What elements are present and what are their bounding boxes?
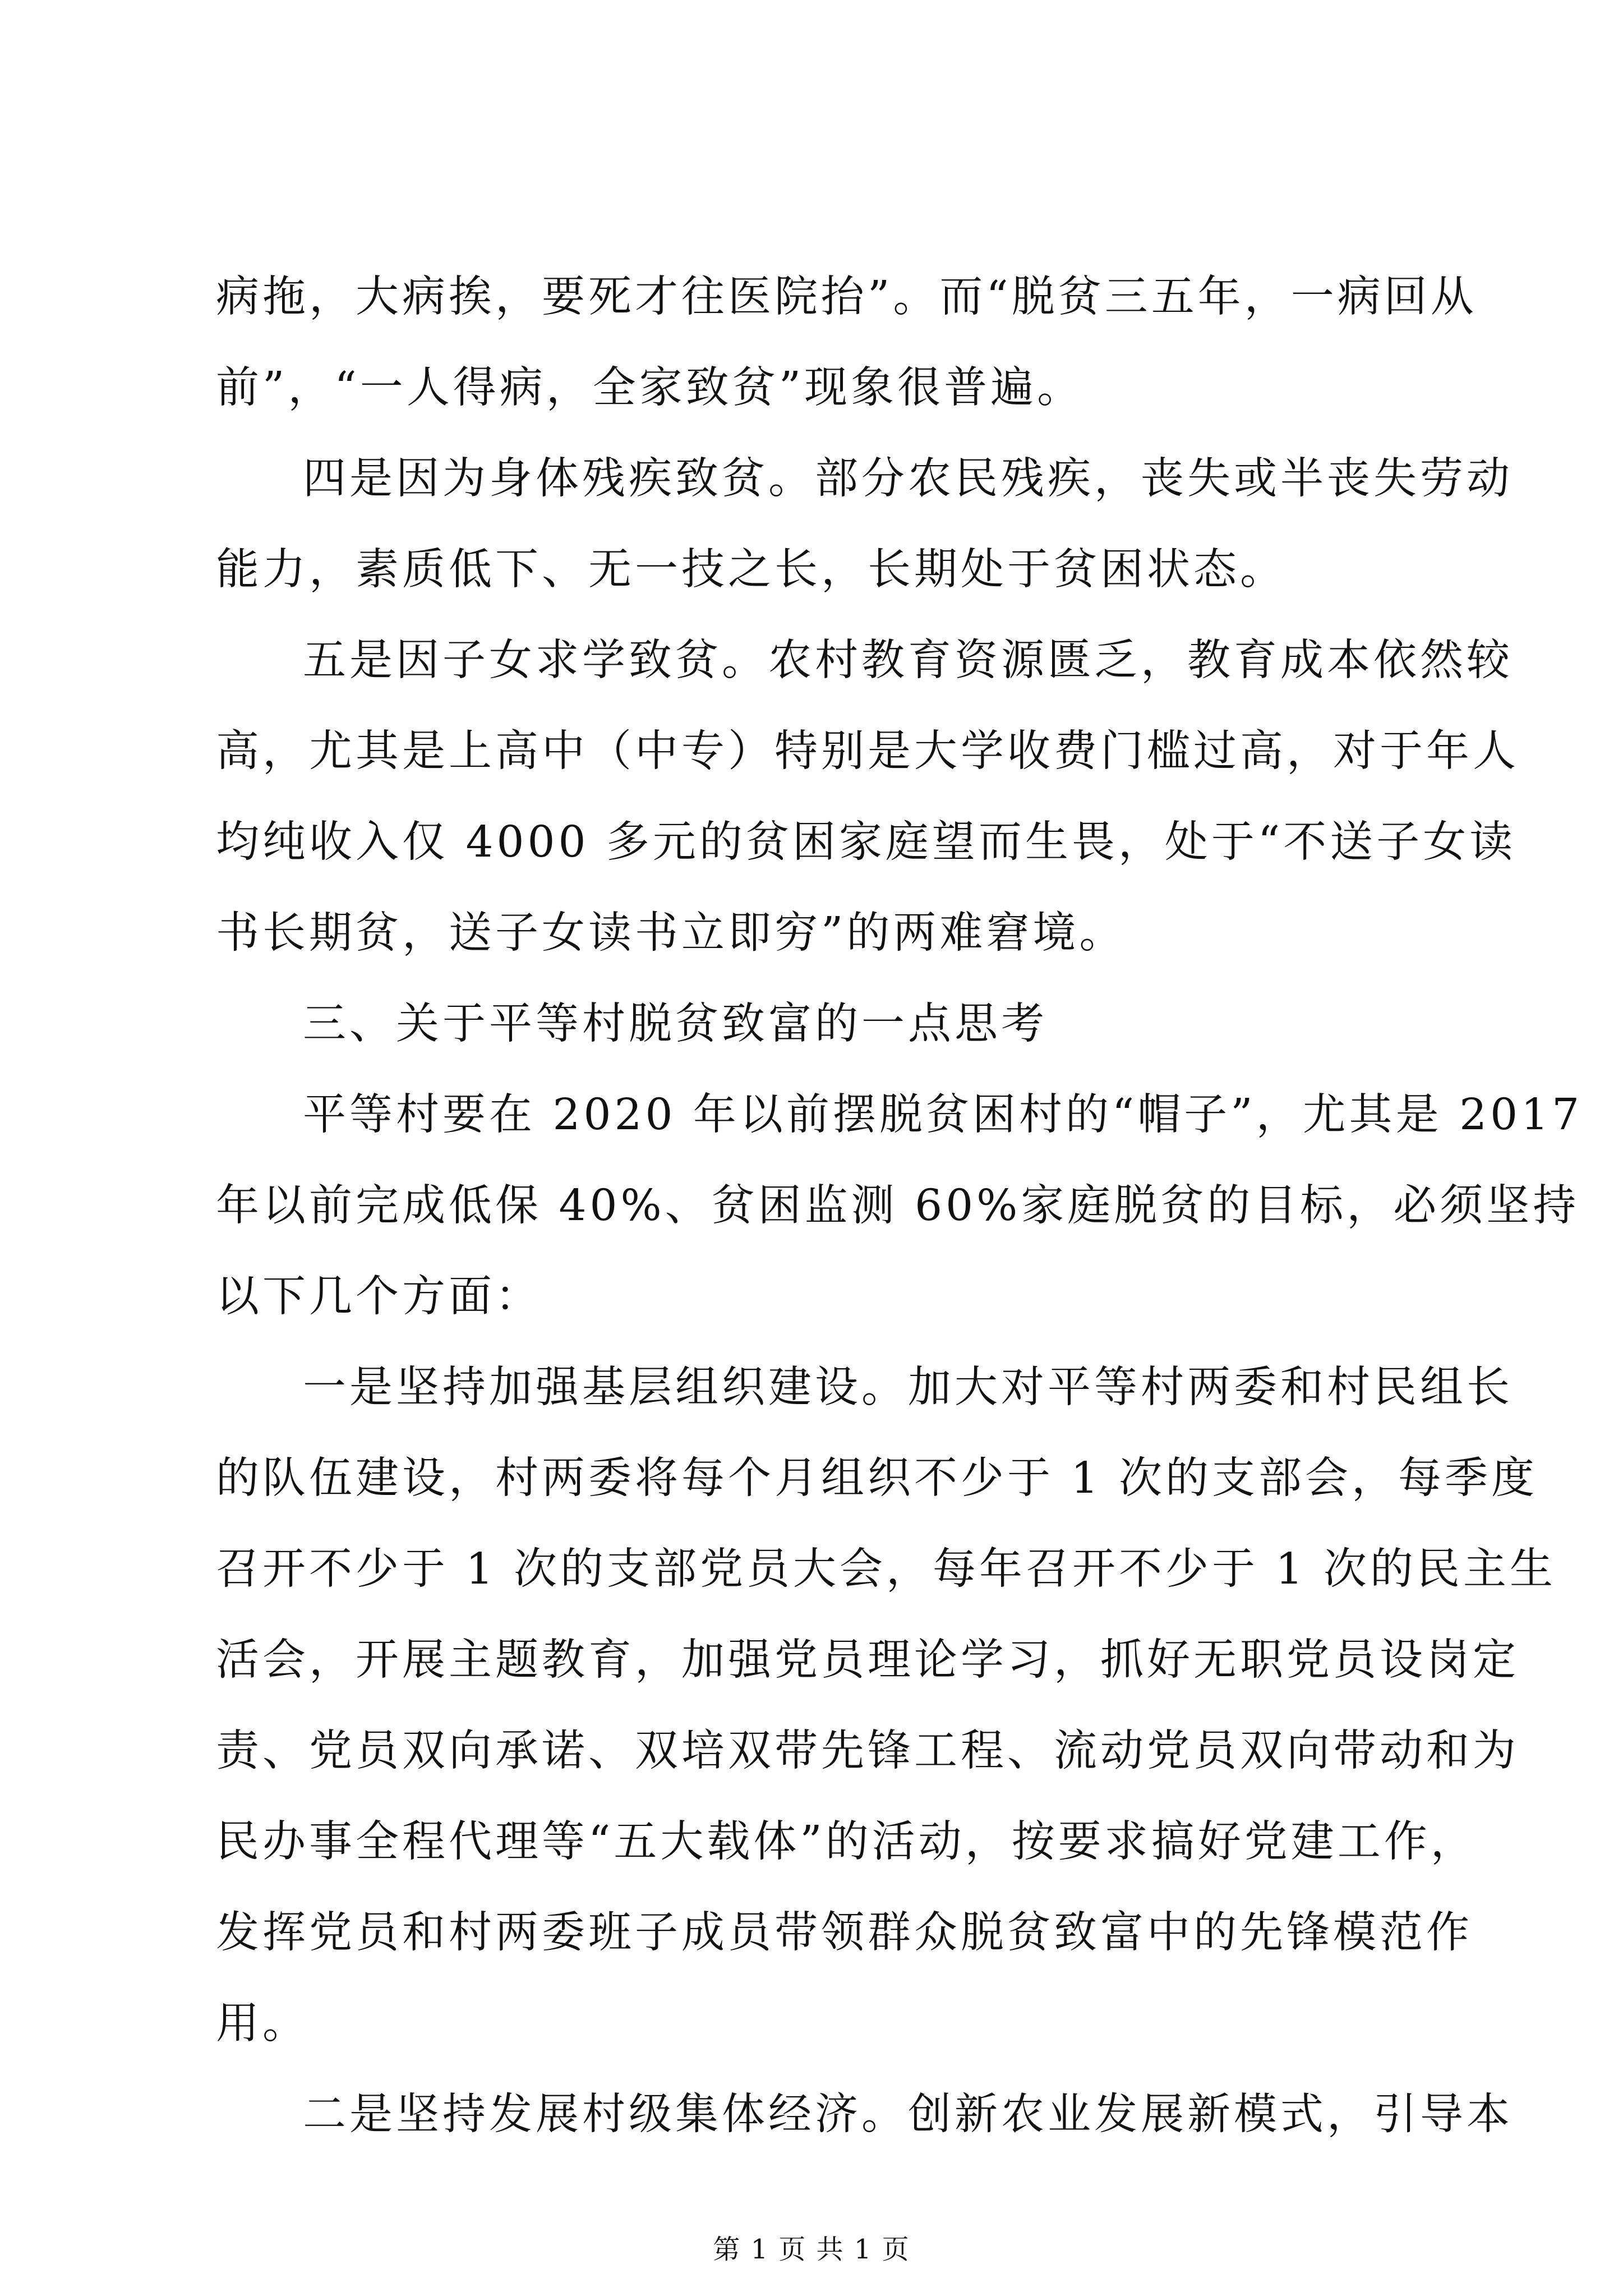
page-footer: 第 1 页 共 1 页	[713, 2234, 910, 2265]
paragraph-start-line: 二是坚持发展村级集体经济。创新农业发展新模式，引导本	[303, 2090, 1513, 2139]
text-line: 以下几个方面：	[216, 1272, 542, 1322]
paragraph-start-line: 五是因子女求学致贫。农村教育资源匮乏，教育成本依然较	[303, 636, 1513, 685]
text-line: 用。	[216, 1999, 309, 2049]
text-line: 活会，开展主题教育，加强党员理论学习，抓好无职党员设岗定	[216, 1635, 1519, 1685]
text-line: 前”，“一人得病，全家致贫”现象很普遍。	[216, 363, 1084, 413]
text-line: 高，尤其是上高中（中专）特别是大学收费门槛过高，对于年人	[216, 726, 1519, 776]
paragraph-start-line: 平等村要在 2020 年以前摆脱贫困村的“帽子”，尤其是 2017	[303, 1090, 1583, 1140]
paragraph-start-line: 四是因为身体残疾致贫。部分农民残疾，丧失或半丧失劳动	[303, 454, 1513, 504]
paragraph-start-line: 一是坚持加强基层组织建设。加大对平等村两委和村民组长	[303, 1363, 1513, 1412]
text-line: 召开不少于 1 次的支部党员大会，每年召开不少于 1 次的民主生	[216, 1544, 1556, 1594]
text-line: 的队伍建设，村两委将每个月组织不少于 1 次的支部会，每季度	[216, 1453, 1538, 1503]
text-line: 能力，素质低下、无一技之长，长期处于贫困状态。	[216, 545, 1287, 595]
text-line: 年以前完成低保 40%、贫困监测 60%家庭脱贫的目标，必须坚持	[216, 1181, 1580, 1231]
text-line: 病拖，大病挨，要死才往医院抬”。而“脱贫三五年，一病回从	[216, 272, 1477, 322]
text-line: 均纯收入仅 4000 多元的贫困家庭望而生畏，处于“不送子女读	[216, 817, 1516, 867]
text-line: 书长期贫，送子女读书立即穷”的两难窘境。	[216, 908, 1126, 958]
section-heading: 三、关于平等村脱贫致富的一点思考	[303, 999, 1048, 1049]
text-line: 责、党员双向承诺、双培双带先锋工程、流动党员双向带动和为	[216, 1726, 1519, 1776]
text-line: 发挥党员和村两委班子成员带领群众脱贫致富中的先锋模范作	[216, 1908, 1473, 1958]
text-line: 民办事全程代理等“五大载体”的活动，按要求搞好党建工作，	[216, 1817, 1477, 1867]
